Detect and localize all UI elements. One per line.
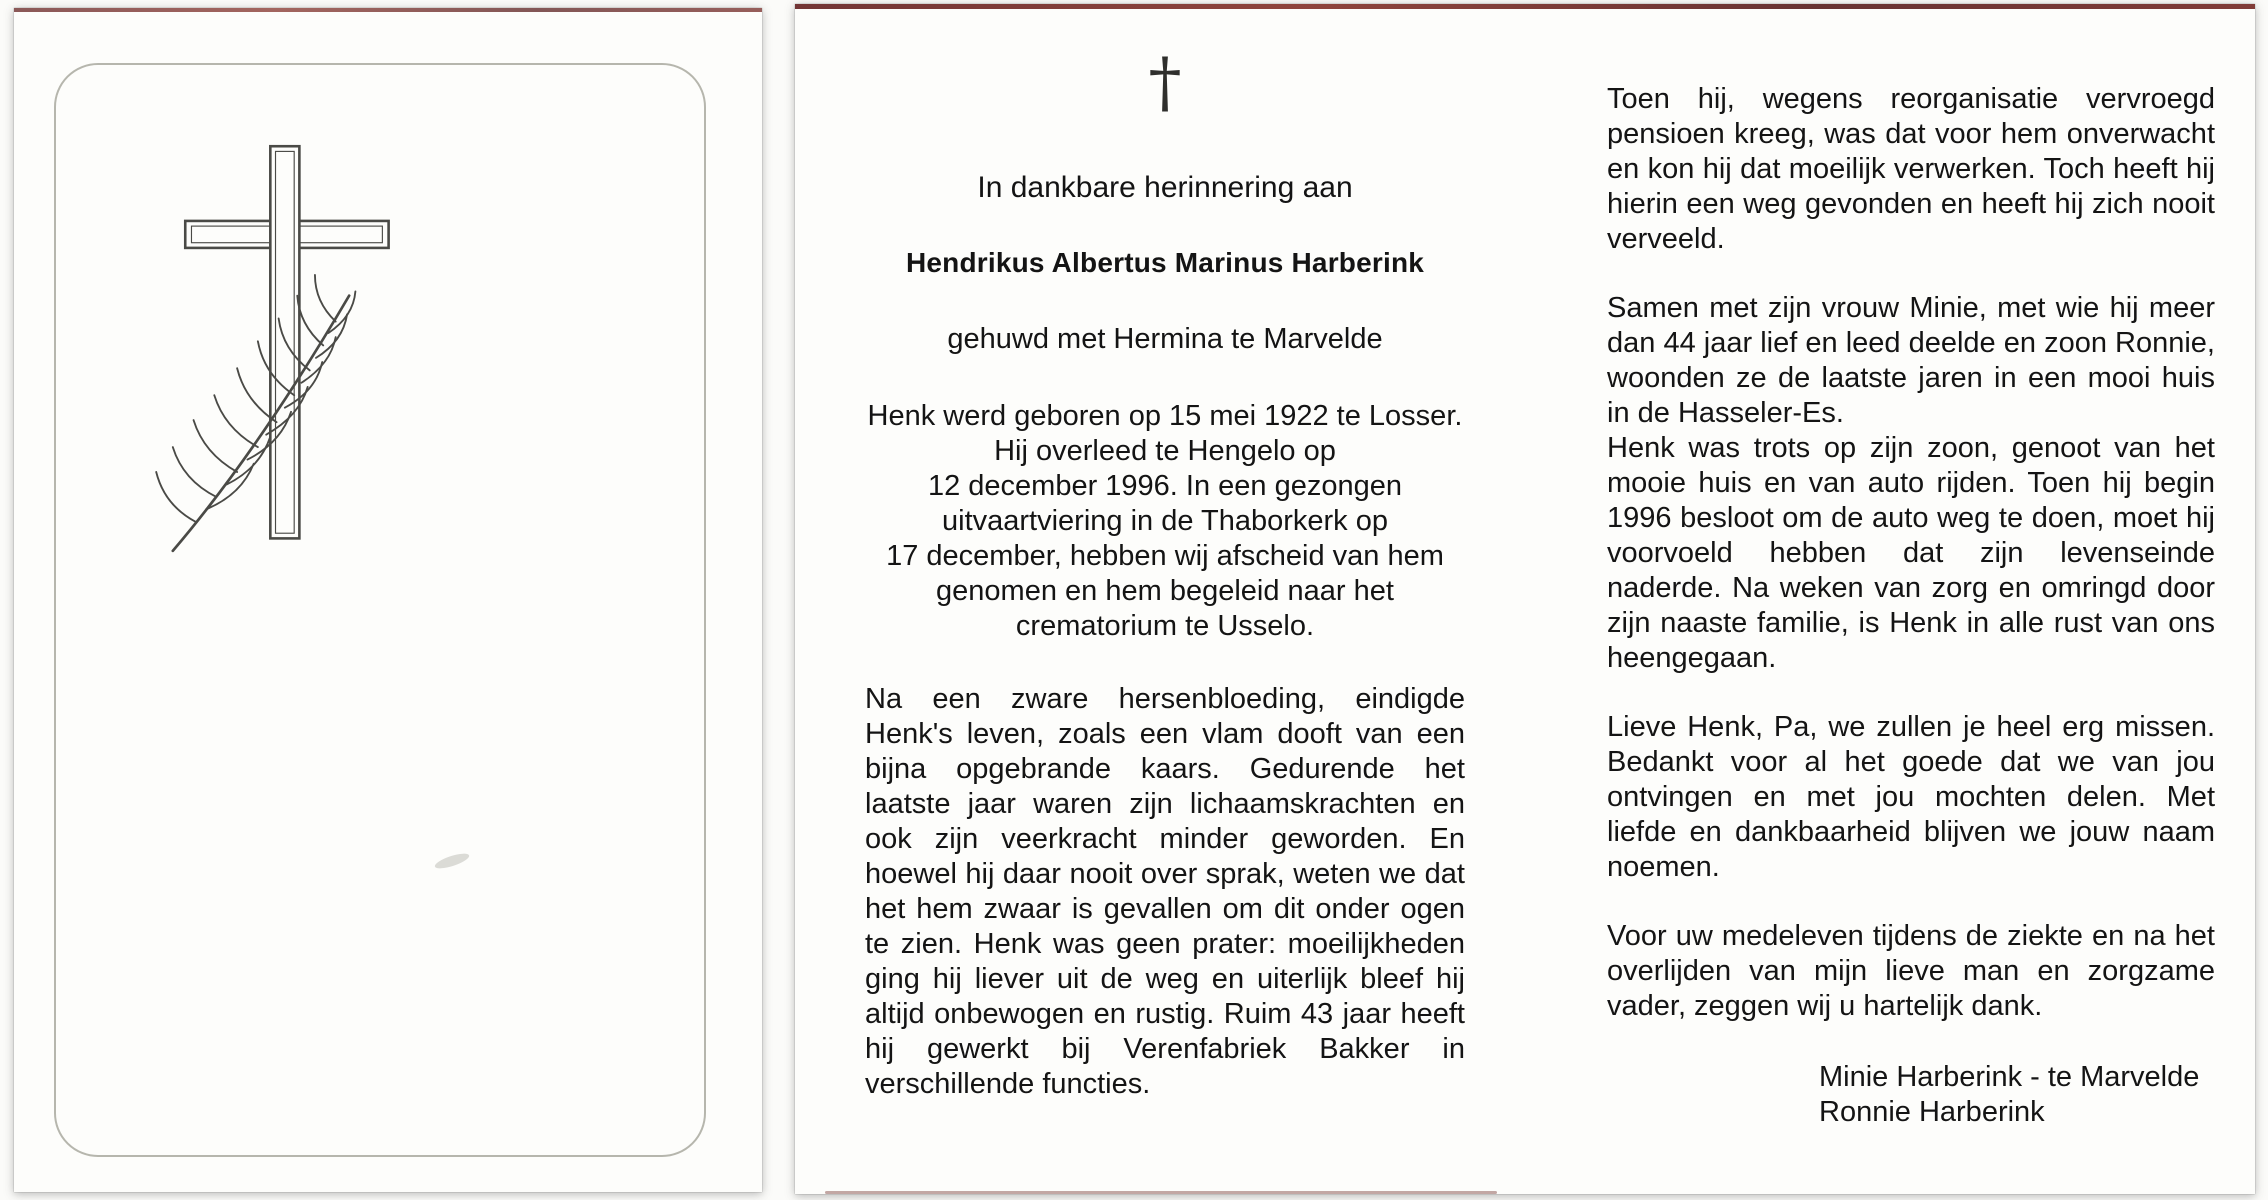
marriage-line: gehuwd met Hermina te Marvelde: [947, 323, 1383, 355]
memorial-intro: In dankbare herinnering aan: [977, 171, 1353, 204]
life-dates-line: 12 december 1996. In een gezongen: [927, 470, 1403, 502]
life-dates-line: 17 december, hebben wij afscheid van hem: [886, 540, 1444, 572]
signature-line: Ronnie Harberink: [1819, 1096, 2045, 1128]
memorial-card-front: [14, 8, 762, 1192]
life-dates-line: genomen en hem begeleid naar het: [936, 575, 1394, 607]
cross-with-palm-branch-icon: [154, 140, 424, 555]
memorial-column: [865, 4, 1465, 1102]
life-dates-line: Henk werd geboren op 15 mei 1922 te Losser.: [867, 400, 1463, 432]
life-dates-line: uitvaartviering in de Thaborkerk op: [942, 505, 1388, 537]
deceased-name: Hendrikus Albertus Marinus Harberink: [905, 247, 1425, 278]
signatures-block: [1607, 1060, 2215, 1130]
eulogy-paragraph: Toen hij, wegens reorganisatie vervroegd pensioen kreeg, was dat voor hem onverwacht en kon hij dat moeilijk verwerken. Toch heeft hij hierin een weg gevonden en heeft hij zich nooit verveeld.: [1607, 83, 2215, 255]
eulogy-paragraph: Voor uw medeleven tijdens de ziekte en na het overlijden van mijn lieve man en zorgzame vader, zeggen wij u hartelijk dank.: [1607, 920, 2215, 1022]
life-dates-line: crematorium te Usselo.: [1015, 610, 1315, 642]
eulogy-paragraph: Lieve Henk, Pa, we zullen je heel erg missen. Bedankt voor al het goede dat we van jou ontvingen en met jou mochten delen. Met liefde en dankbaarheid blijven we jouw naam noemen.: [1607, 711, 2215, 883]
signature-line: Minie Harberink - te Marvelde: [1819, 1061, 2200, 1093]
card-edge-bottom: [825, 1191, 1497, 1194]
cross-icon: †: [1148, 44, 1182, 121]
card-edge: [14, 8, 762, 12]
life-dates-block: [865, 399, 1465, 644]
life-dates-line: Hij overleed te Hengelo op: [994, 435, 1336, 467]
memorial-paragraph: Na een zware hersenbloeding, eindigde Henk's leven, zoals een vlam dooft van een bijna opgebrande kaars. Gedurende het laatste jaar waren zijn lichaamskrachten en ook zijn veerkracht minder geworden. En hoewel hij daar nooit over sprak, weten we dat het hem zwaar is gevallen om dit onder ogen te zien. Henk was geen prater: moeilijkheden ging hij liever uit de weg en uiterlijk bleef hij altijd onbewogen en rustig. Ruim 43 jaar heeft hij gewerkt bij Verenfabriek Bakker in verschillende functies.: [865, 683, 1465, 1100]
eulogy-paragraph: Henk was trots op zijn zoon, genoot van het mooie huis en van auto rijden. Toen hij begin 1996 besloot om de auto weg te doen, moet hij voorvoeld hebben dat zijn levenseinde naderde. Na weken van zorg en omringd door zijn naaste familie, is Henk in alle rust van ons heengegaan.: [1607, 432, 2215, 674]
memorial-card-inside: [795, 4, 2255, 1194]
eulogy-column: [1607, 4, 2215, 1130]
eulogy-paragraph: Samen met zijn vrouw Minie, met wie hij meer dan 44 jaar lief en leed deelde en zoon Ronnie, woonden ze de laatste jaren in een mooi huis in de Hasseler-Es.: [1607, 292, 2215, 429]
